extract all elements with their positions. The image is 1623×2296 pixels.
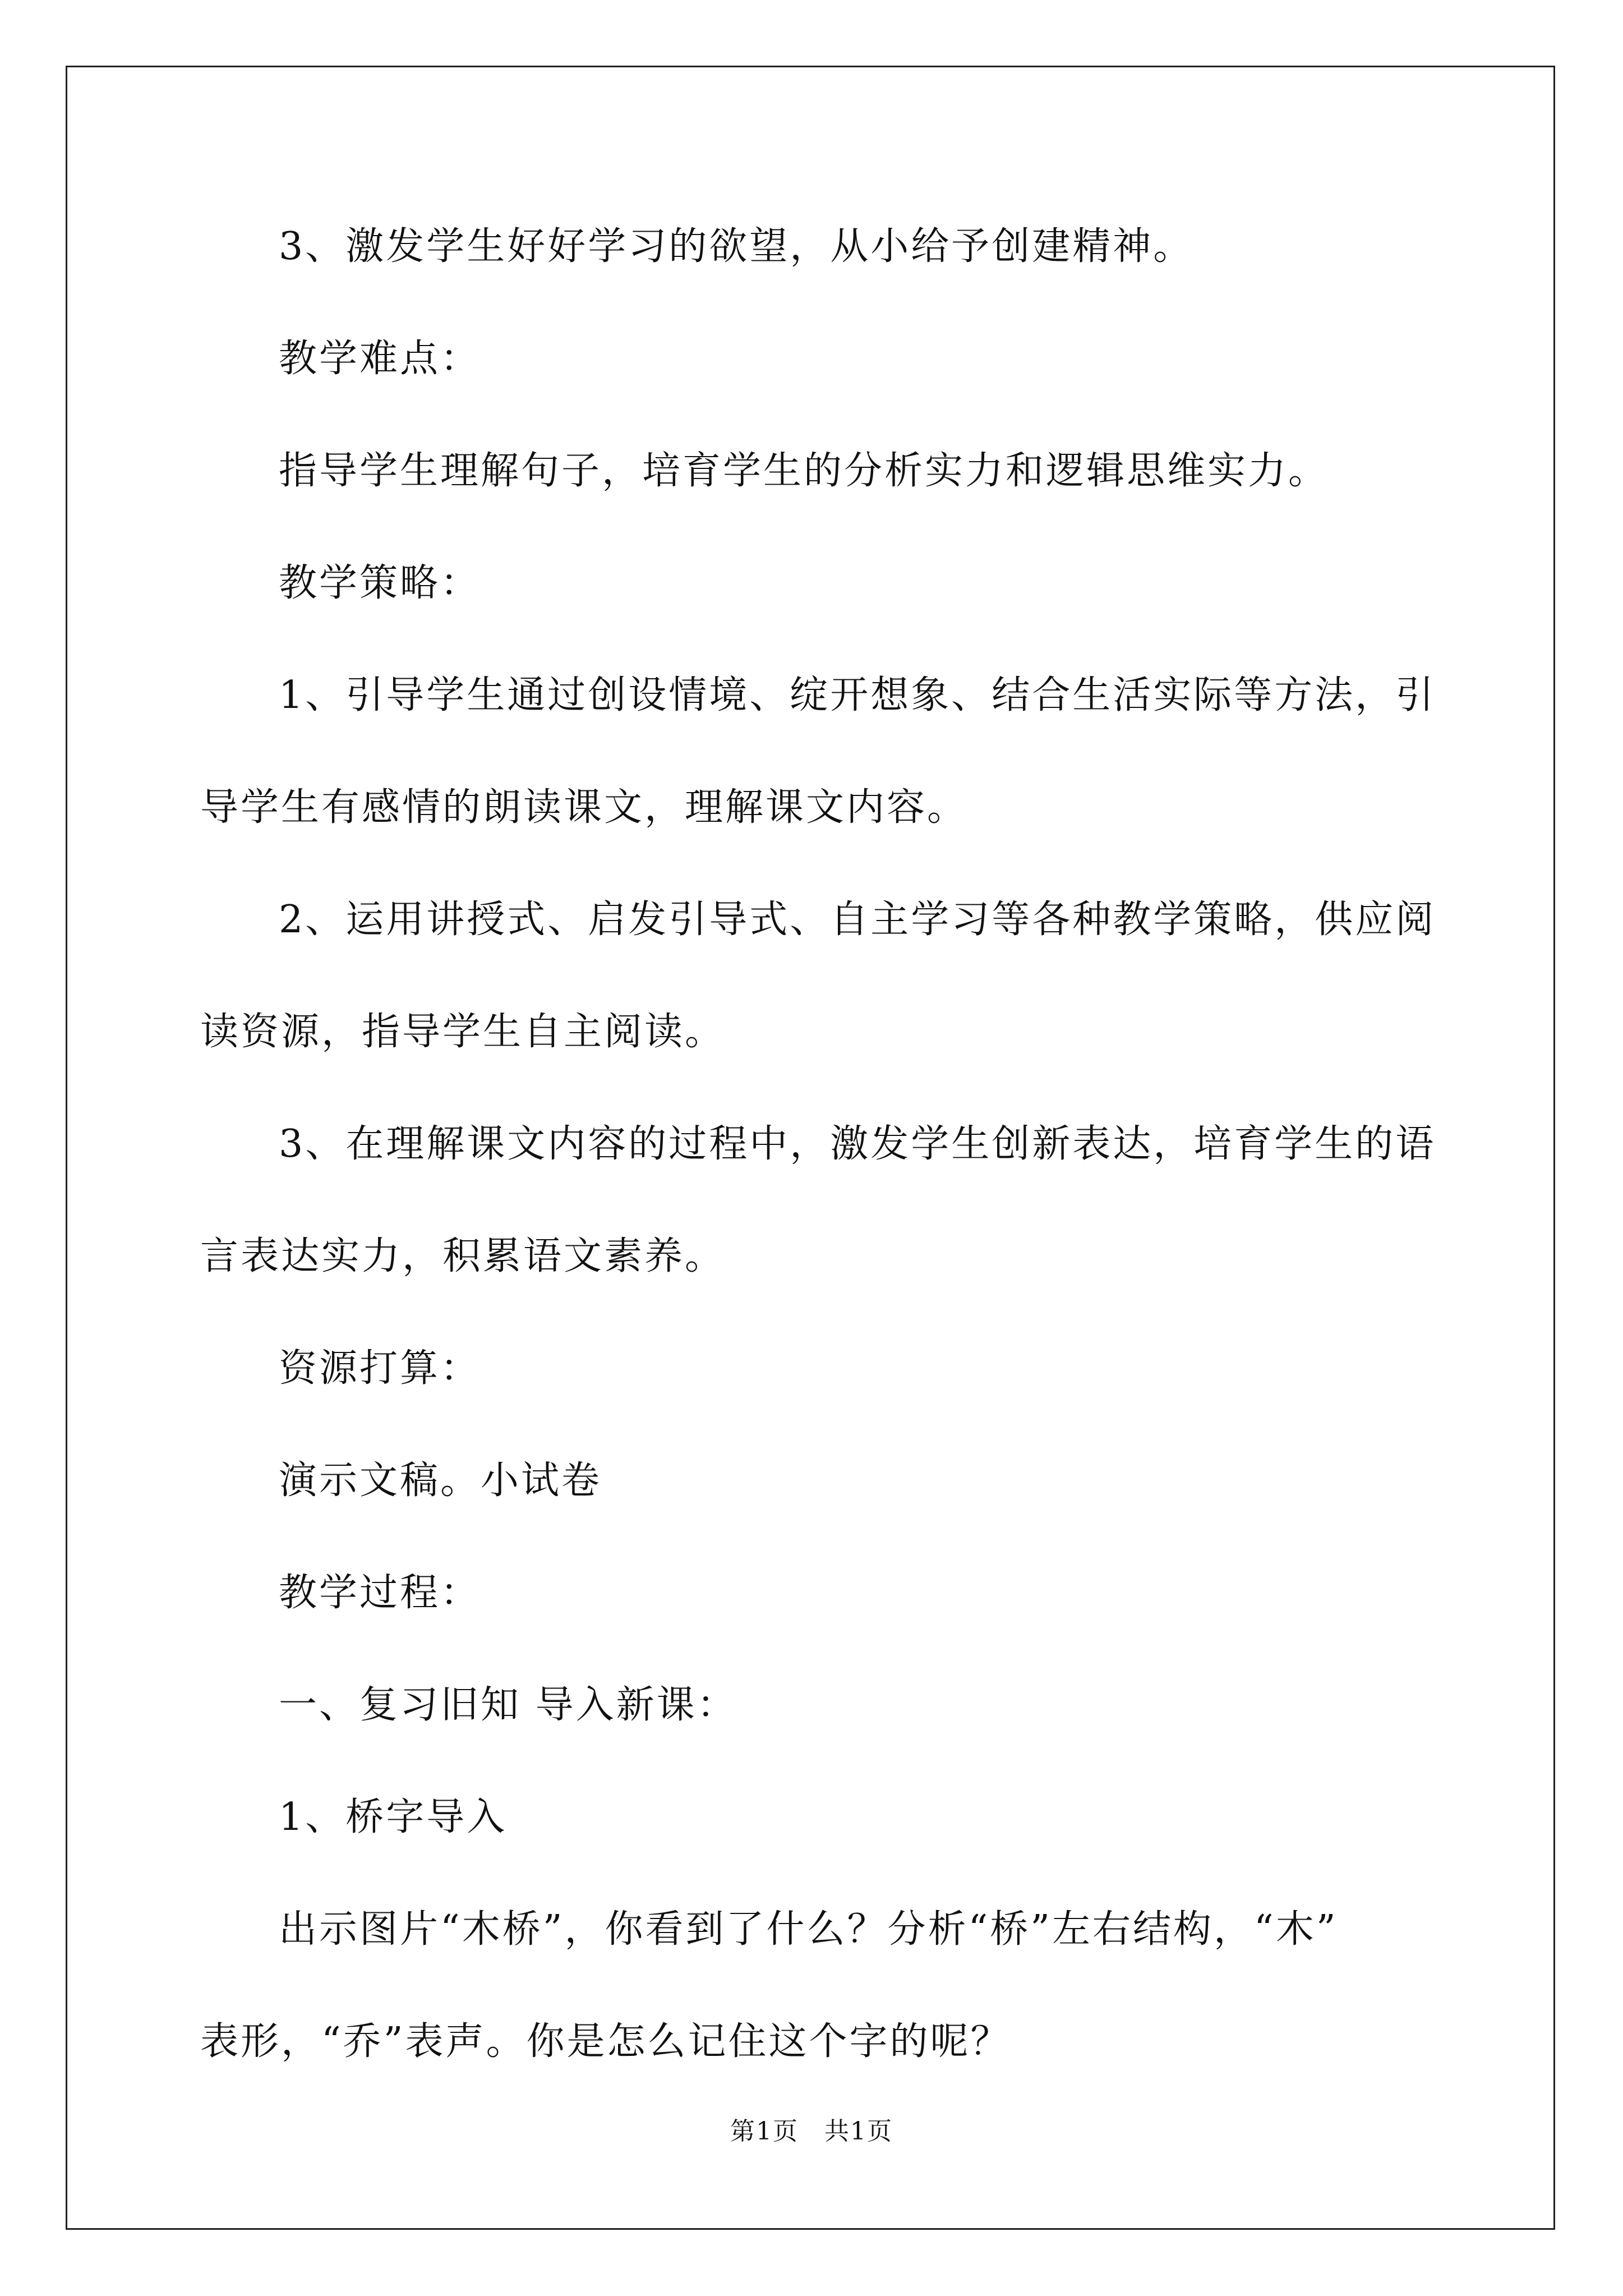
heading-bridge-intro: 1、桥字导入 bbox=[279, 1795, 508, 1839]
paragraph-strategy-1-line-1: 1、引导学生通过创设情境、绽开想象、结合生活实际等方法，引 bbox=[279, 673, 1436, 717]
paragraph-strategy-1-line-2: 导学生有感情的朗读课文，理解课文内容。 bbox=[200, 785, 968, 830]
heading-teaching-difficulty: 教学难点： bbox=[279, 337, 481, 381]
paragraph-strategy-3-line-1: 3、在理解课文内容的过程中，激发学生创新表达，培育学生的语 bbox=[279, 1122, 1436, 1166]
paragraph-resources: 演示文稿。小试卷 bbox=[279, 1458, 602, 1503]
paragraph-bridge-line-2: 表形，“乔”表声。你是怎么记住这个字的呢？ bbox=[200, 2019, 1011, 2064]
paragraph-bridge-line-1: 出示图片“木桥”，你看到了什么？分析“桥”左右结构，“木” bbox=[279, 1907, 1338, 1952]
paragraph-difficulty: 指导学生理解句子，培育学生的分析实力和逻辑思维实力。 bbox=[279, 449, 1329, 493]
paragraph-strategy-3-line-2: 言表达实力，积累语文素养。 bbox=[200, 1234, 726, 1278]
paragraph-strategy-2-line-1: 2、运用讲授式、启发引导式、自主学习等各种教学策略，供应阅 bbox=[279, 898, 1436, 942]
heading-resources: 资源打算： bbox=[279, 1346, 481, 1391]
paragraph-strategy-2-line-2: 读资源，指导学生自主阅读。 bbox=[200, 1010, 726, 1054]
heading-review-intro: 一、复习旧知 导入新课： bbox=[279, 1683, 737, 1727]
heading-teaching-process: 教学过程： bbox=[279, 1571, 481, 1615]
paragraph-goal-3: 3、激发学生好好学习的欲望，从小给予创建精神。 bbox=[279, 224, 1194, 269]
heading-teaching-strategy: 教学策略： bbox=[279, 561, 481, 605]
page-footer: 第1页 共1页 bbox=[730, 2117, 893, 2146]
